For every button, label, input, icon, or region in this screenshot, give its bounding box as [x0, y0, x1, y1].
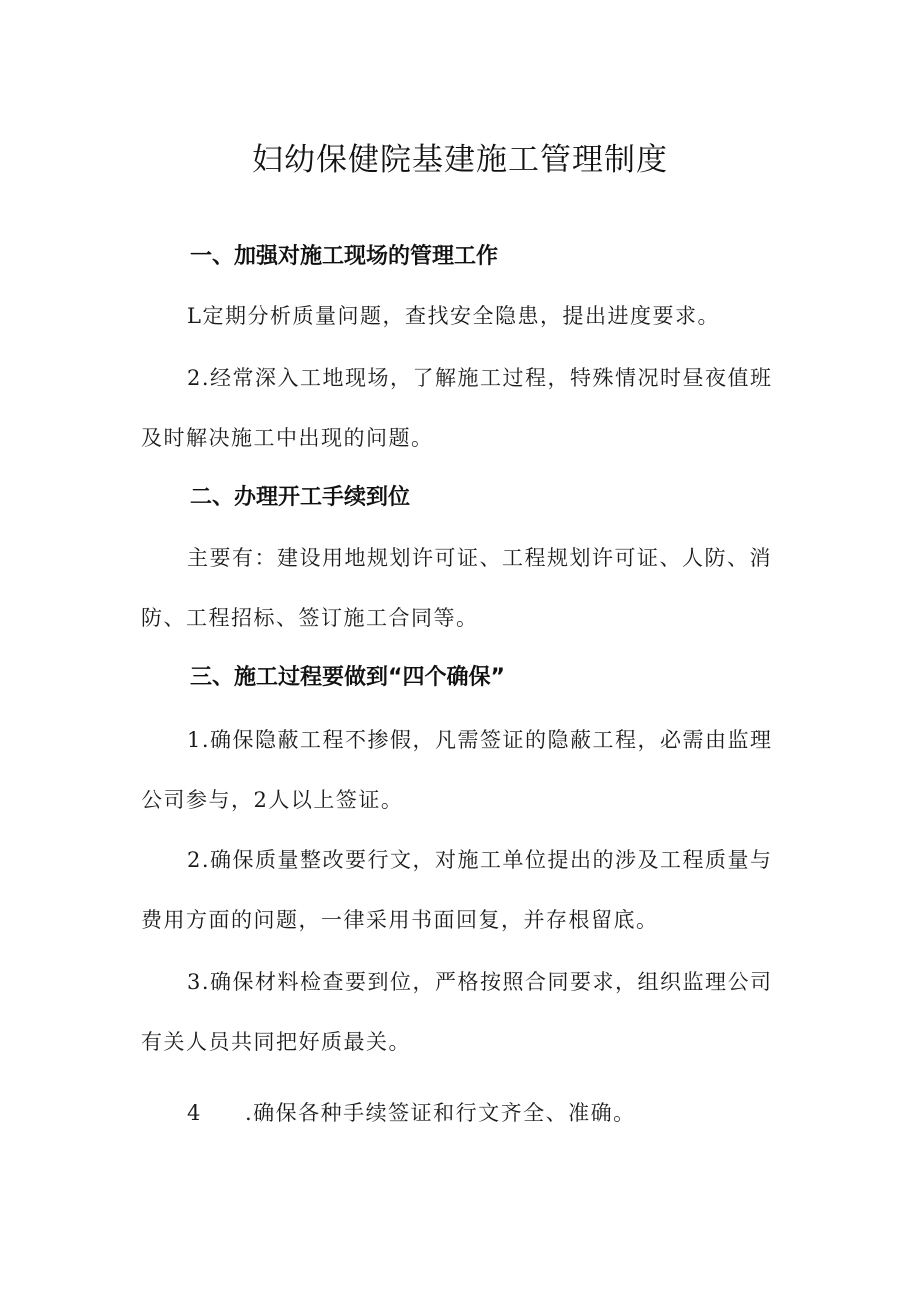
section-3-paragraph-3: 3.确保材料检查要到位，严格按照合同要求，组织监理公司有关人员共同把好质最关。 [141, 970, 773, 1054]
document-title: 妇幼保健院基建施工管理制度 [252, 142, 668, 178]
section-heading-1: 一、加强对施工现场的管理工作 [190, 244, 499, 269]
item-4-text: .确保各种手续签证和行文齐全、准确。 [245, 1101, 636, 1125]
item-4-number: 4 [187, 1101, 202, 1125]
section-1-paragraph-2: 2.经常深入工地现场，了解施工过程，特殊情况时昼夜值班及时解决施工中出现的问题。 [141, 366, 773, 450]
section-3-paragraph-1: 1.确保隐蔽工程不掺假，凡需签证的隐蔽工程，必需由监理公司参与，2人以上签证。 [141, 728, 773, 812]
section-3-paragraph-2: 2.确保质量整改要行文，对施工单位提出的涉及工程质量与费用方面的问题，一律采用书面回复，并存根留底。 [141, 848, 773, 932]
section-heading-3: 三、施工过程要做到“四个确保” [190, 665, 505, 690]
section-heading-2: 二、办理开工手续到位 [190, 485, 411, 510]
section-1-paragraph-1: L定期分析质量问题，查找安全隐患，提出进度要求。 [187, 304, 720, 328]
section-3-item-4 [187, 1095, 636, 1131]
section-2-paragraph-1: 主要有：建设用地规划许可证、工程规划许可证、人防、消防、工程招标、签订施工合同等。 [141, 546, 772, 630]
